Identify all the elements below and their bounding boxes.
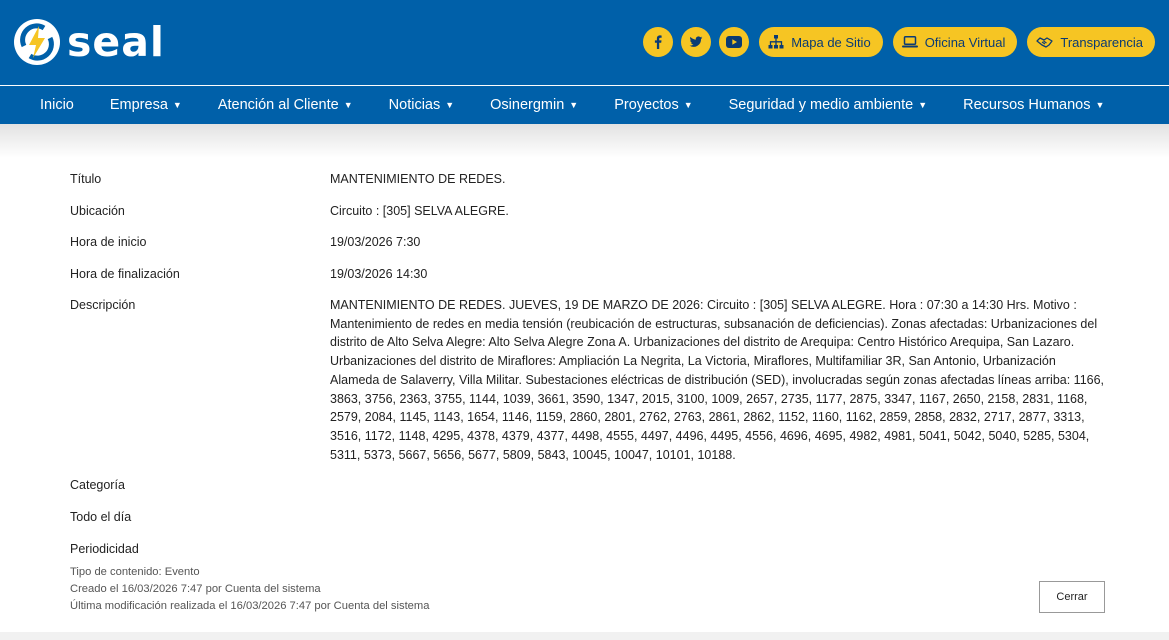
event-detail-panel (0, 124, 1169, 632)
caret-down-icon: ▼ (569, 100, 579, 110)
seal-logo[interactable] (14, 17, 165, 67)
meta-modified: Última modificación realizada el 16/03/2026 7:47 por Cuenta del sistema (70, 600, 430, 612)
field-value-ubicacion: Circuito : [305] SELVA ALEGRE. (330, 204, 509, 218)
nav-item-empresa[interactable] (92, 86, 200, 124)
nav-item-label: Recursos Humanos (963, 97, 1091, 113)
nav-item-noticias[interactable] (371, 86, 473, 124)
field-value-hora-inicio: 19/03/2026 7:30 (330, 235, 421, 249)
field-label-hora-fin: Hora de finalización (70, 267, 180, 281)
caret-down-icon: ▼ (918, 100, 928, 110)
sitemap-button[interactable] (759, 27, 883, 57)
nav-item-proyectos[interactable] (596, 86, 710, 124)
nav-item-label: Osinergmin (490, 97, 565, 113)
nav-item-atencion-cliente[interactable] (200, 86, 371, 124)
nav-item-recursos-humanos[interactable] (945, 86, 1122, 124)
field-label-periodicidad: Periodicidad (70, 542, 139, 556)
caret-down-icon: ▼ (683, 100, 693, 110)
nav-item-label: Noticias (388, 97, 441, 113)
nav-item-label: Seguridad y medio ambiente (728, 97, 914, 113)
twitter-icon[interactable] (681, 27, 711, 57)
sitemap-icon (768, 35, 784, 49)
transparencia-label: Transparencia (1060, 34, 1143, 50)
nav-shadow (0, 124, 1169, 158)
transparencia-button[interactable] (1027, 27, 1155, 57)
nav-item-label: Atención al Cliente (217, 97, 339, 113)
field-label-todo-el-dia: Todo el día (70, 510, 132, 524)
nav-item-seguridad[interactable] (711, 86, 946, 124)
field-label-descripcion: Descripción (70, 298, 136, 312)
field-label-ubicacion: Ubicación (70, 204, 125, 218)
meta-content-type: Tipo de contenido: Evento (70, 566, 200, 578)
meta-created: Creado el 16/03/2026 7:47 por Cuenta del sistema (70, 583, 321, 595)
field-label-titulo: Título (70, 172, 102, 186)
youtube-icon[interactable] (719, 27, 749, 57)
field-value-titulo: MANTENIMIENTO DE REDES. (330, 172, 506, 186)
top-actions (643, 27, 1155, 57)
facebook-icon[interactable] (643, 27, 673, 57)
nav-item-label: Empresa (109, 97, 168, 113)
oficina-virtual-label: Oficina Virtual (924, 34, 1006, 50)
nav-item-inicio[interactable] (22, 86, 92, 124)
handshake-icon (1036, 36, 1053, 48)
brand-name: seal (67, 18, 165, 66)
field-value-hora-fin: 19/03/2026 14:30 (330, 267, 428, 281)
caret-down-icon: ▼ (343, 100, 353, 110)
nav-item-label: Proyectos (614, 97, 679, 113)
field-label-categoria: Categoría (70, 478, 125, 492)
laptop-icon (902, 36, 918, 48)
nav-item-osinergmin[interactable] (472, 86, 596, 124)
caret-down-icon: ▼ (172, 100, 182, 110)
oficina-virtual-button[interactable] (893, 27, 1018, 57)
nav-item-label: Inicio (40, 97, 74, 113)
close-button[interactable]: Cerrar (1039, 581, 1105, 613)
main-nav (0, 86, 1169, 124)
caret-down-icon: ▼ (1095, 100, 1105, 110)
lightning-bolt-icon (14, 19, 60, 65)
caret-down-icon: ▼ (445, 100, 455, 110)
sitemap-label: Mapa de Sitio (791, 34, 871, 50)
field-label-hora-inicio: Hora de inicio (70, 235, 147, 249)
field-value-descripcion: MANTENIMIENTO DE REDES. JUEVES, 19 DE MARZO DE 2026: Circuito : [305] SELVA ALEGRE. Hora : 07:30 a 14:30 Hrs. Motivo : Mantenimiento de redes en media tensión (reubicación de estructuras, subsanación de deficiencias). Zonas afectadas: Urbanizaciones del distrito de Alto Selva Alegre: Alto Selva Alegre Zona A. Urbanizaciones del distrito de Arequipa: Centro Histórico Arequipa, San Lazaro. Urbanizaciones del distrito de Miraflores: Ampliación La Negrita, La Victoria, Miraflores, Multifamiliar 3R, San Antonio, Urbanización Alameda de Salaverry, Villa Militar. Subestaciones eléctricas de distribución (SED), involucradas según zonas afectadas líneas arriba: 1166, 3863, 3756, 2363, 3755, 1144, 1039, 3661, 3590, 1347, 2015, 3100, 1009, 2657, 2735, 1177, 2875, 3347, 1167, 2650, 2158, 2831, 1168, 2579, 2084, 1145, 1143, 1654, 1146, 1159, 2860, 2801, 2762, 2763, 2861, 2862, 1152, 1160, 1162, 2859, 2858, 2832, 2717, 2877, 3313, 3516, 1172, 1148, 4295, 4378, 4379, 4377, 4498, 4555, 4497, 4496, 4495, 4556, 4696, 4695, 4982, 4981, 5041, 5042, 5040, 5285, 5304, 5311, 5373, 5667, 5656, 5677, 5809, 5843, 10045, 10047, 10101, 10188. (330, 298, 1105, 462)
site-header (0, 0, 1169, 85)
